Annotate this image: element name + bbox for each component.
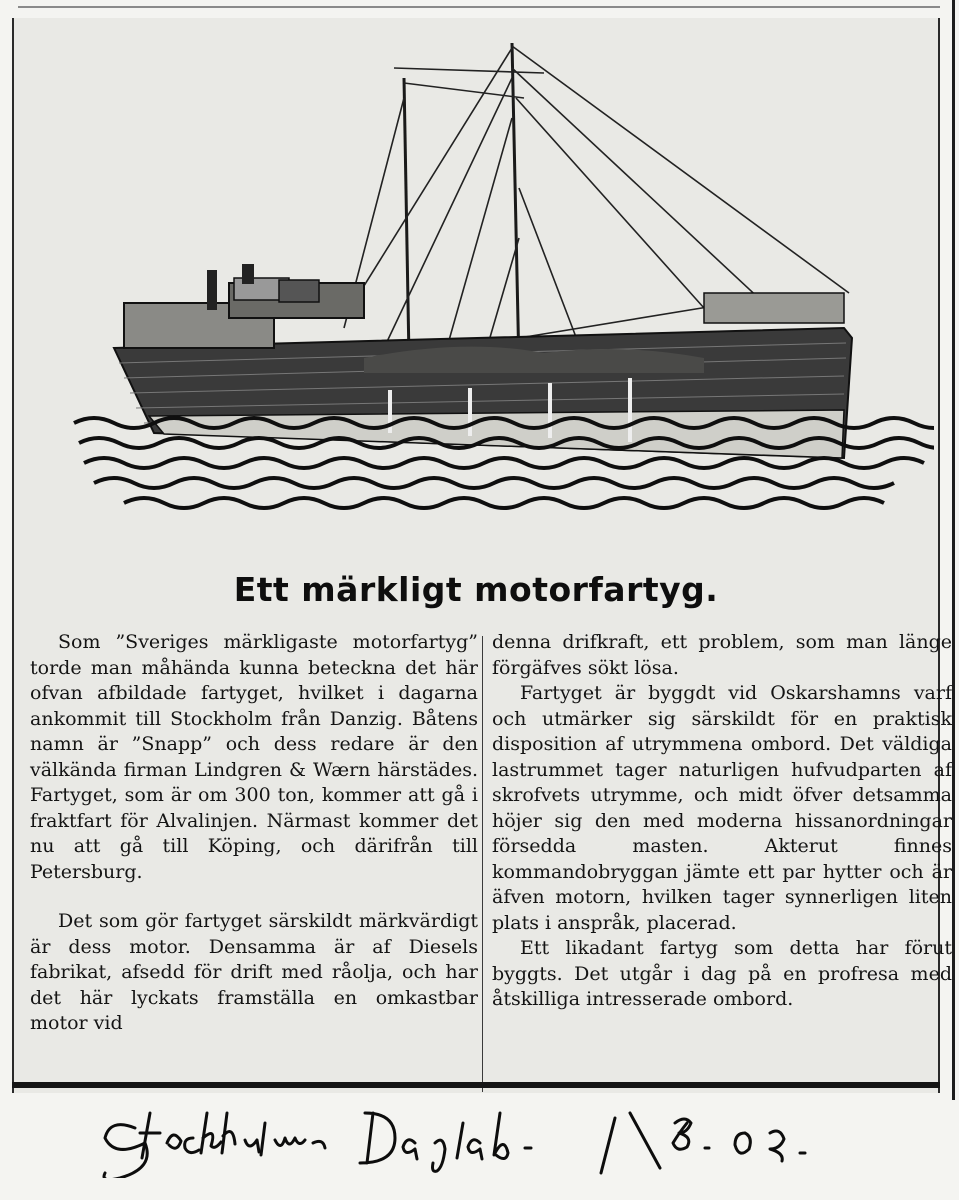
handwritten-source-note [95,1098,855,1178]
article-column-left [30,630,478,1037]
article-paragraph: Ett likadant fartyg som detta har förut byggts. Det utgår i dag på en profresa med åtskilliga intresserade ombord. [492,937,952,1010]
clipping-top-edge [18,6,940,8]
mount-edge [952,0,955,1100]
bottom-rule [12,1082,940,1088]
article-paragraph: Det som gör fartyget särskildt märkvärdigt är dess motor. Densamma är af Diesels fabrikat, afsedd för drift med råolja, och har det här lyckats framställa en omkastbar motor vid [30,910,478,1034]
ship-illustration [64,38,934,538]
column-divider [482,636,483,1092]
newspaper-clipping [12,18,952,1093]
article-paragraph: Som ”Sveriges märkligaste motorfartyg” torde man måhända kunna beteckna det här ofvan afbildade fartyget, hvilket i dagarna ankommit till Stockholm från Danzig. Båtens namn är ”Snapp” och dess redare är den välkända firman Lindgren & Wærn härstädes. Fartyget, som är om 300 ton, kommer att gå i fraktfart för Alvalinjen. Närmast kommer det nu att gå till Köping, och därifrån till Petersburg. [30,631,478,883]
article-paragraph: Fartyget är byggdt vid Oskarshamns varf och utmärker sig särskildt för en praktisk disposition af utrymmena ombord. Det väldiga lastrummet tager naturligen hufvudparten af skrofvets utrymme, och midt öfver detsamma höjer sig den med moderna hissanordningar försedda masten. Akterut finnes kommandobryggan jämte ett par hytter och är äfven motorn, hvilken tager synnerligen liten plats i anspråk, placerad. [492,682,952,934]
article-paragraph: denna drifkraft, ett problem, som man länge förgäfves sökt lösa. [492,631,952,679]
article-headline: Ett märkligt motorfartyg. [233,570,719,609]
article-column-right [492,630,952,1013]
